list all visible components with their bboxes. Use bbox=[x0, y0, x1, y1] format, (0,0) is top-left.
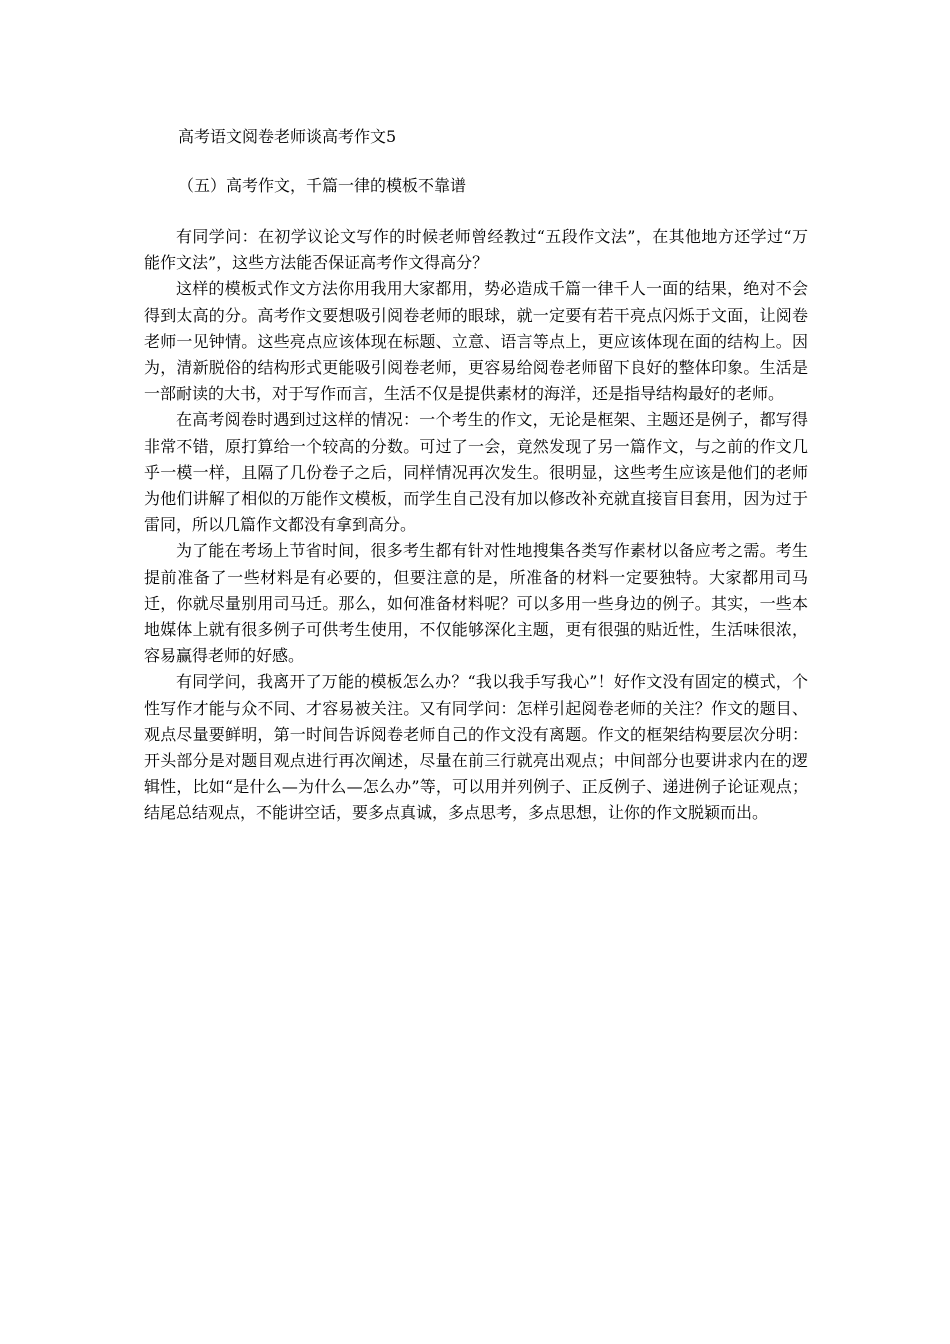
document-title: 高考语文阅卷老师谈高考作文5 bbox=[178, 127, 397, 146]
paragraph-1: 有同学问：在初学议论文写作的时候老师曾经教过“五段作文法”，在其他地方还学过“万能作文法”，这些方法能否保证高考作文得高分？ bbox=[144, 227, 808, 273]
section-title: （五）高考作文，千篇一律的模板不靠谱 bbox=[178, 176, 467, 195]
paragraph-3: 在高考阅卷时遇到过这样的情况：一个考生的作文，无论是框架、主题还是例子，都写得非常不错，原打算给一个较高的分数。可过了一会，竟然发现了另一篇作文，与之前的作文几乎一模一样，且隔了几份卷子之后，同样情况再次发生。很明显，这些考生应该是他们的老师为他们讲解了相似的万能作文模板，而学生自己没有加以修改补充就直接盲目套用，因为过于雷同，所以几篇作文都没有拿到高分。 bbox=[144, 410, 808, 535]
paragraph-2: 这样的模板式作文方法你用我用大家都用，势必造成千篇一律千人一面的结果，绝对不会得到太高的分。高考作文要想吸引阅卷老师的眼球，就一定要有若干亮点闪烁于文面，让阅卷老师一见钟情。这些亮点应该体现在标题、立意、语言等点上，更应该体现在面的结构上。因为，清新脱俗的结构形式更能吸引阅卷老师，更容易给阅卷老师留下良好的整体印象。生活是一部耐读的大书，对于写作而言，生活不仅是提供素材的海洋，还是指导结构最好的老师。 bbox=[144, 279, 808, 404]
paragraph-5: 有同学问，我离开了万能的模板怎么办？“我以我手写我心”！好作文没有固定的模式，个性写作才能与众不同、才容易被关注。又有同学问：怎样引起阅卷老师的关注？作文的题目、观点尽量要鲜明，第一时间告诉阅卷老师自己的作文没有离题。作文的框架结构要层次分明：开头部分是对题目观点进行再次阐述，尽量在前三行就亮出观点；中间部分也要讲求内在的逻辑性，比如“是什么—为什么—怎么办”等，可以用并列例子、正反例子、递进例子论证观点；结尾总结观点，不能讲空话，要多点真诚，多点思考，多点思想，让你的作文脱颖而出。 bbox=[144, 672, 808, 823]
article-body bbox=[144, 224, 808, 827]
paragraph-4: 为了能在考场上节省时间，很多考生都有针对性地搜集各类写作素材以备应考之需。考生提前准备了一些材料是有必要的，但要注意的是，所准备的材料一定要独特。大家都用司马迁，你就尽量别用司马迁。那么，如何准备材料呢？可以多用一些身边的例子。其实，一些本地媒体上就有很多例子可供考生使用，不仅能够深化主题，更有很强的贴近性，生活味很浓，容易赢得老师的好感。 bbox=[144, 541, 808, 666]
